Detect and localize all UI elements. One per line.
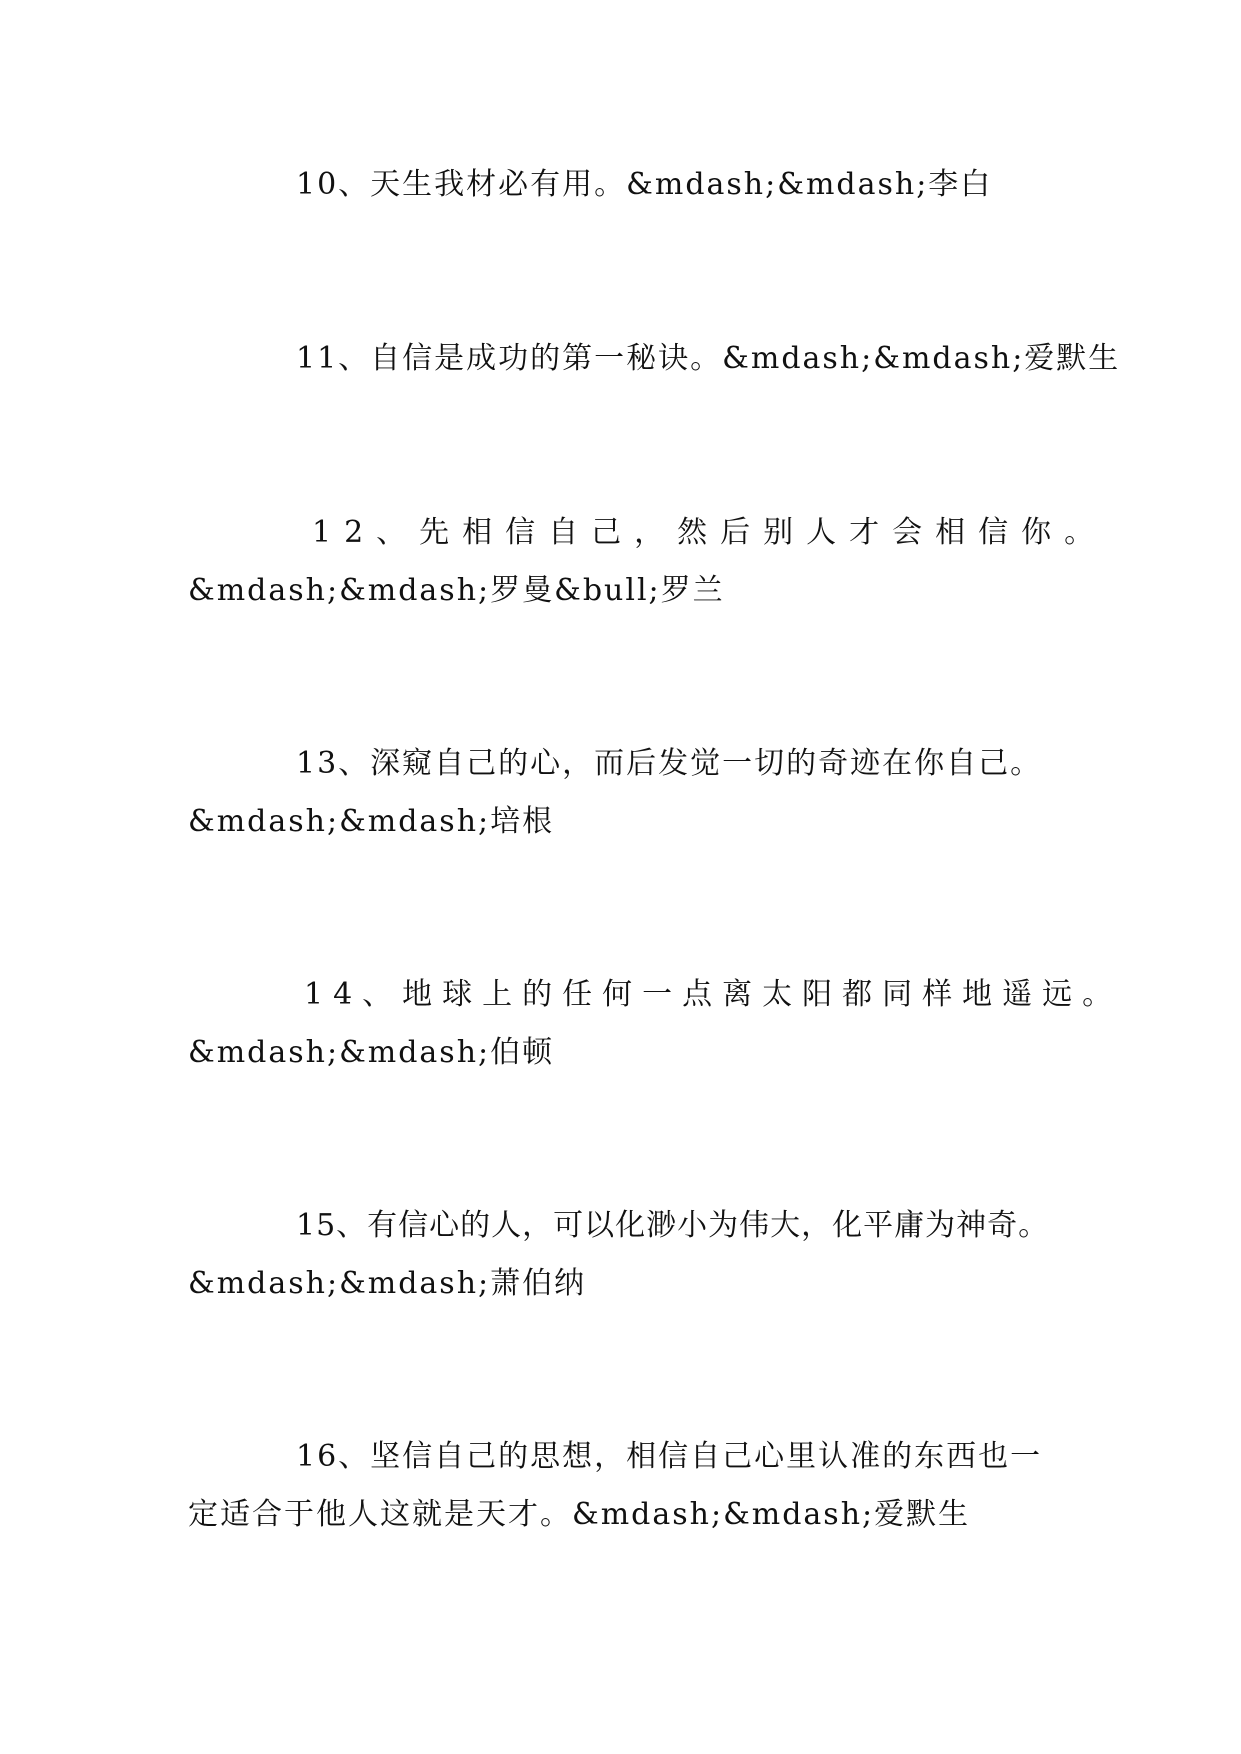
- quote-line: 11、自信是成功的第一秘诀。&mdash;&mdash;爱默生: [296, 341, 1121, 376]
- quote-15: [188, 1197, 1068, 1313]
- quote-14: [188, 966, 1123, 1082]
- quote-line: 14、地球上的任何一点离太阳都同样地遥远。: [304, 977, 1123, 1012]
- quote-continuation: 定适合于他人这就是天才。&mdash;&mdash;爱默生: [188, 1497, 971, 1532]
- quote-attribution: &mdash;&mdash;伯顿: [188, 1035, 555, 1070]
- quote-attribution: &mdash;&mdash;培根: [188, 804, 555, 839]
- quote-line: 16、坚信自己的思想，相信自己心里认准的东西也一: [296, 1439, 1043, 1474]
- quote-10: [188, 156, 1068, 214]
- quote-attribution: &mdash;&mdash;罗曼&bull;罗兰: [188, 573, 725, 608]
- quote-16: [188, 1428, 1068, 1544]
- quote-line: 15、有信心的人，可以化渺小为伟大，化平庸为神奇。: [296, 1208, 1050, 1243]
- quote-13: [188, 735, 1068, 851]
- quote-line: 13、深窥自己的心，而后发觉一切的奇迹在你自己。: [296, 746, 1043, 781]
- quote-attribution: &mdash;&mdash;萧伯纳: [188, 1266, 587, 1301]
- quote-line: 10、天生我材必有用。&mdash;&mdash;李白: [296, 167, 993, 202]
- quote-line: 12、先相信自己，然后别人才会相信你。: [312, 515, 1108, 550]
- quote-11: [188, 330, 1121, 388]
- quote-12: [188, 504, 1108, 620]
